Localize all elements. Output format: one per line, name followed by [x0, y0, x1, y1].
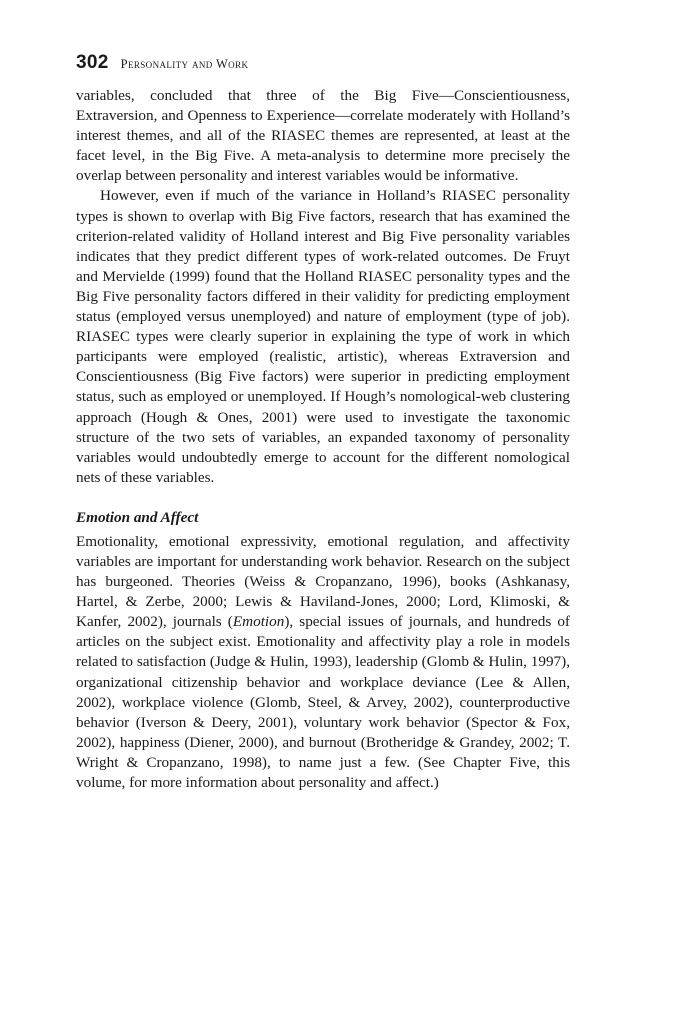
body-paragraph-2: However, even if much of the variance in Holland’s RIASEC personality types is shown to overlap with Big Five factors, research that has examined the criterion-related validity of Holland interest and Big Five personality variables indicates that they predict different types of work-related outcomes. De Fruyt and Mervielde (1999) found that the Holland RIASEC personality types and the Big Five personality factors differed in their validity for predicting employment status (employed versus unemployed) and nature of employment (type of job). RIASEC types were clearly superior in explaining the type of work in which participants were employed (realistic, artistic), whereas Extraversion and Conscientiousness (Big Five factors) were superior in predicting employment status, such as employed or unemployed. If Hough’s nomological-web clustering approach (Hough & Ones, 2001) were used to investigate the taxonomic structure of the two sets of variables, an expanded taxonomy of personality variables would undoubtedly emerge to account for the different nomological nets of these variables.: [76, 187, 570, 486]
book-page: [76, 52, 570, 793]
section-heading: Emotion and Affect: [76, 508, 199, 526]
body-paragraph-3: [76, 532, 570, 793]
running-title: Personality and Work: [120, 57, 249, 71]
paragraph-3-text-b: ), special issues of journals, and hundreds of articles on the subject exist. Emotionality and affectivity play a role in models related to satisfaction (Judge & Hulin, 1993), leadership (Glomb & Hulin, 1997), organizational citizenship behavior and workplace deviance (Lee & Allen, 2002), workplace violence (Glomb, Steel, & Arvey, 2002), counterproductive behavior (Iverson & Deery, 2001), voluntary work behavior (Spector & Fox, 2002), happiness (Diener, 2000), and burnout (Brotheridge & Grandey, 2002; T. Wright & Cropanzano, 1998), to name just a few. (See Chapter Five, this volume, for more information about personality and affect.): [76, 613, 570, 791]
paragraph-3-text-a: Emotionality, emotional expressivity, emotional regulation, and affectivity variables are important for understanding work behavior. Research on the subject has burgeoned. Theories (Weiss & Cropanzano, 1996), books (Ashkanasy, Hartel, & Zerbe, 2000; Lewis & Haviland-Jones, 2000; Lord, Klimoski, & Kanfer, 2002), journals (: [76, 532, 570, 631]
body-paragraph-1: variables, concluded that three of the Big Five—Conscientiousness, Extraversion, and Openness to Experience—correlate moderately with Holland’s interest themes, and all of the RIASEC themes are represented, at least at the facet level, in the Big Five. A meta-analysis to determine more precisely the overlap between personality and interest variables would be informative.: [76, 87, 570, 185]
page-number: 302: [76, 52, 109, 73]
journal-title: Emotion: [232, 613, 285, 631]
running-head: [76, 52, 570, 74]
